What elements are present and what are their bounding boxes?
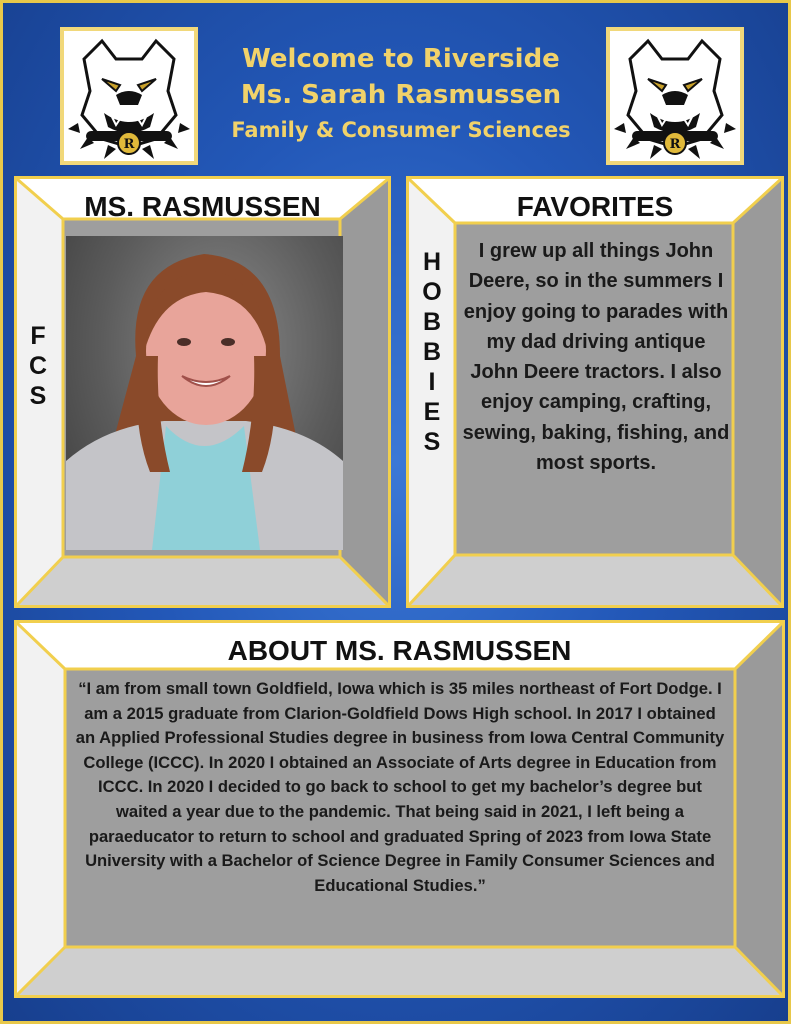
header-subject: Family & Consumer Sciences bbox=[231, 118, 571, 142]
bulldog-logo-left bbox=[60, 27, 198, 165]
hobbies-letter: I bbox=[428, 368, 436, 396]
header-welcome: Welcome to Riverside bbox=[242, 44, 560, 74]
hobbies-vertical-label bbox=[417, 247, 447, 457]
bulldog-mascot-icon bbox=[610, 31, 740, 161]
fcs-letter: S bbox=[29, 382, 47, 410]
header-teacher-name: Ms. Sarah Rasmussen bbox=[240, 80, 562, 110]
favorites-title: FAVORITES bbox=[516, 191, 674, 222]
logo-letter-left: R bbox=[123, 137, 135, 152]
teacher-portrait-photo bbox=[66, 236, 343, 550]
about-text: “I am from small town Goldfield, Iowa which is 35 miles northeast of Fort Dodge. I am a 2015 graduate from Clarion-Goldfield Dows High school. In 2017 I obtained an Applied Professional Studies degree in business from Iowa Central Community College (ICCC). In 2020 I obtained an Associate of Arts degree in Education from ICCC. In 2020 I decided to go back to school to get my bachelor’s degree but waited a year due to the pandemic. That being said in 2021, I left being a paraeducator to return to school and graduated Spring of 2023 from Iowa State University with a Bachelor of Science Degree in Family Consumer Sciences and Educational Studies.” bbox=[75, 679, 725, 895]
fcs-letter: F bbox=[30, 322, 46, 350]
hobbies-letter: O bbox=[422, 278, 442, 306]
fcs-vertical-label bbox=[23, 321, 53, 411]
hobbies-letter: H bbox=[422, 248, 442, 276]
hobbies-letter: B bbox=[422, 338, 442, 366]
hobbies-letter: B bbox=[422, 308, 442, 336]
bulldog-logo-right bbox=[606, 27, 744, 165]
about-panel bbox=[14, 620, 785, 998]
bulldog-mascot-icon bbox=[64, 31, 194, 161]
hobbies-letter: E bbox=[423, 398, 441, 426]
favorites-text: I grew up all things John Deere, so in the summers I enjoy going to parades with my dad driving antique John Deere tractors. I also enjoy camping, crafting, sewing, baking, fishing, and most sports. bbox=[462, 240, 730, 475]
about-title: ABOUT MS. RASMUSSEN bbox=[227, 635, 572, 666]
header-title-block bbox=[203, 41, 599, 145]
profile-panel bbox=[14, 176, 391, 608]
favorites-panel bbox=[406, 176, 784, 608]
logo-letter-right: R bbox=[669, 137, 681, 152]
profile-title: MS. RASMUSSEN bbox=[84, 191, 321, 222]
fcs-letter: C bbox=[28, 352, 48, 380]
hobbies-letter: S bbox=[423, 428, 441, 456]
